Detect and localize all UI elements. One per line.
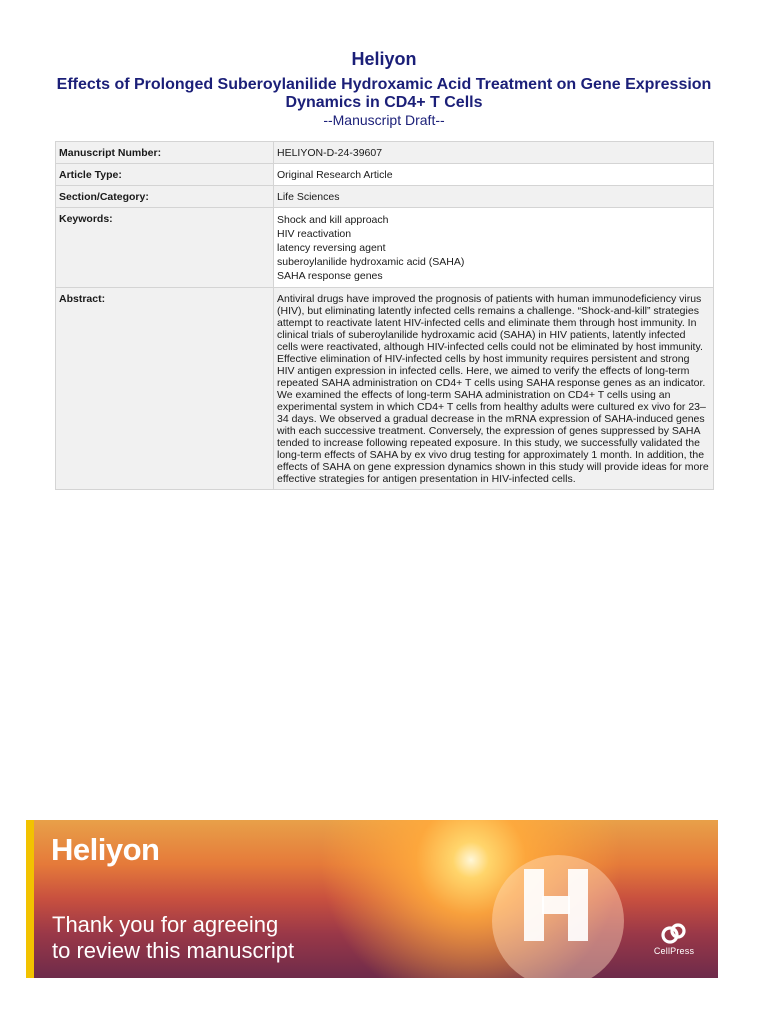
keywords-list (274, 208, 714, 288)
keyword-item: latency reversing agent (277, 242, 386, 254)
cellpress-logo (646, 922, 702, 956)
banner-thank-you-message (52, 912, 294, 964)
table-row-abstract (56, 288, 714, 490)
cellpress-wordmark: CellPress (653, 946, 695, 956)
manuscript-details-table (55, 141, 714, 490)
heliyon-logo: Heliyon (51, 832, 160, 867)
keywords-label: Keywords: (56, 208, 274, 288)
document-header (0, 48, 768, 128)
journal-name: Heliyon (351, 49, 417, 69)
keyword-item: suberoylanilide hydroxamic acid (SAHA) (277, 256, 465, 268)
table-row-keywords (56, 208, 714, 288)
table-row-manuscript-number (56, 142, 714, 164)
article-type-label: Article Type: (56, 164, 274, 186)
banner-accent-stripe (26, 820, 34, 978)
draft-subtitle: --Manuscript Draft-- (323, 112, 445, 128)
manuscript-number-value: HELIYON-D-24-39607 (274, 142, 714, 164)
banner-message-line-2: to review this manuscript (52, 938, 295, 963)
keyword-item: SAHA response genes (277, 270, 383, 282)
manuscript-number-label: Manuscript Number: (56, 142, 274, 164)
section-value: Life Sciences (274, 186, 714, 208)
keyword-item: Shock and kill approach (277, 214, 389, 226)
cellpress-mark-icon (660, 922, 688, 944)
article-type-value: Original Research Article (274, 164, 714, 186)
abstract-label: Abstract: (56, 288, 274, 490)
banner-message-line-1: Thank you for agreeing (52, 912, 279, 937)
section-label: Section/Category: (56, 186, 274, 208)
heliyon-h-emblem-icon (516, 865, 596, 945)
review-thank-you-banner (26, 820, 718, 978)
table-row-section (56, 186, 714, 208)
manuscript-title: Effects of Prolonged Suberoylanilide Hydroxamic Acid Treatment on Gene Expression Dynamics in CD4+ T Cells (56, 76, 712, 111)
table-row-article-type (56, 164, 714, 186)
abstract-text: Antiviral drugs have improved the prognosis of patients with human immunodeficiency virus (HIV), but eliminating latently infected cells remains a challenge. “Shock-and-kill” strategies attempt to reactivate latent HIV-infected cells and eliminate them through host immunity. In clinical trials of suberoylanilide hydroxamic acid (SAHA) in HIV patients, latently infected cells were reactivated, although HIV-infected cells could not be eliminated by host immunity. Effective elimination of HIV-infected cells by host immunity requires persistent and strong HIV antigen expression in infected cells. Here, we aimed to verify the effects of long-term repeated SAHA administration on CD4+ T cells using SAHA response genes as an indicator. We examined the effects of long-term SAHA administration on CD4+ T cells using an experimental system in which CD4+ T cells from healthy adults were cultured ex vivo for 23–34 days. We observed a gradual decrease in the mRNA expression of SAHA-induced genes with each successive treatment. Conversely, the expression of genes suppressed by SAHA tended to increase following repeated exposure. In this study, we successfully validated the long-term effects of SAHA by ex vivo drug testing for approximately 1 month. In addition, the effects of SAHA on gene expression dynamics shown in this study will provide ideas for more effective strategies for antigen presentation in HIV-infected cells. (274, 288, 714, 490)
keyword-item: HIV reactivation (277, 228, 352, 240)
